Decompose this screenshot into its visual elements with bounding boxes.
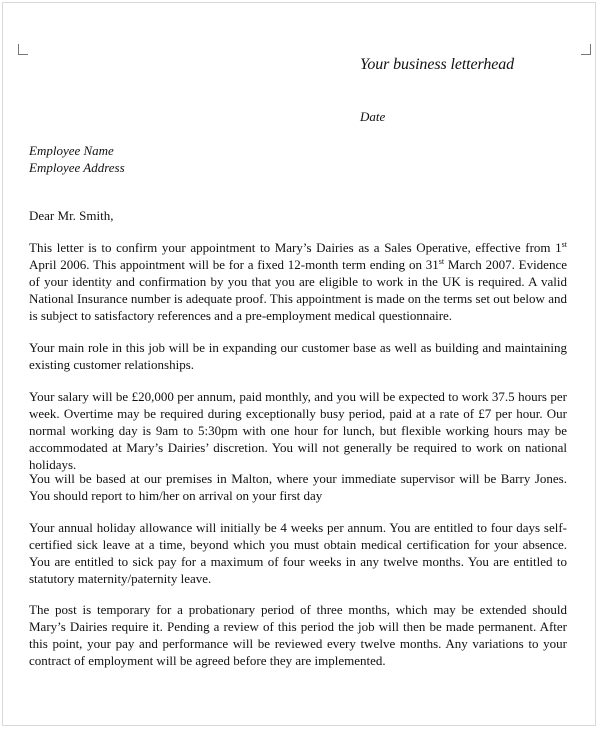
employee-address: Employee Address [29, 160, 125, 175]
p2-text: Your main role in this job will be in expanding our customer base as well as building and maintaining existing customer relationships. [29, 340, 567, 372]
date: Date [360, 109, 386, 124]
paragraph-holiday [29, 519, 567, 587]
p6-text: The post is temporary for a probationary period of three months, which may be extended should Mary’s Dairies require it. Pending a review of this period the job will then be made permanent. After this point, your pay and performance will be reviewed every twelve months. Any variations to your contract of employment will be agreed before they are implemented. [29, 602, 567, 668]
p1-text-c: March 2007. Evidence of your identity and confirmation by you that you are eligible to work in the UK is required. A valid National Insurance number is adequate proof. This appointment is made on the terms set out below and is subject to satisfactory references and a pre-employment medical questionnaire. [29, 257, 567, 323]
p1-superscript-b: st [438, 257, 445, 266]
recipient-block [29, 142, 125, 176]
salutation: Dear Mr. Smith, [29, 208, 114, 223]
paragraph-appointment [29, 239, 567, 324]
p5-text: Your annual holiday allowance will initially be 4 weeks per annum. You are entitled to four days self-certified sick leave at a time, beyond which you must obtain medical certification for your absence. You are entitled to sick pay for a maximum of four weeks in any twelve months. You are entitled to statutory maternity/paternity leave. [29, 520, 567, 586]
paragraph-probation [29, 601, 567, 669]
paragraph-role [29, 339, 567, 373]
p1-superscript-a: st [561, 240, 567, 249]
paragraph-location [29, 470, 567, 504]
employee-name: Employee Name [29, 143, 114, 158]
p1-text-b: April 2006. This appointment will be for a fixed 12-month term ending on 31 [29, 257, 439, 272]
crop-mark-right [581, 44, 591, 55]
crop-mark-left [18, 44, 28, 55]
paragraph-salary [29, 388, 567, 473]
p3-text: Your salary will be £20,000 per annum, paid monthly, and you will be expected to work 37.5 hours per week. Overtime may be required during exceptionally busy period, paid at a rate of £7 per hour. Our normal working day is 9am to 5:30pm with one hour for lunch, but flexible working hours may be accommodated at Mary’s Dairies’ discretion. You will not generally be required to work on national holidays. [29, 389, 567, 472]
p1-text-a: This letter is to confirm your appointment to Mary’s Dairies as a Sales Operative, effective from 1 [29, 240, 562, 255]
letterhead: Your business letterhead [360, 56, 515, 73]
p4-text: You will be based at our premises in Malton, where your immediate supervisor will be Barry Jones. You should report to him/her on arrival on your first day [29, 471, 567, 503]
